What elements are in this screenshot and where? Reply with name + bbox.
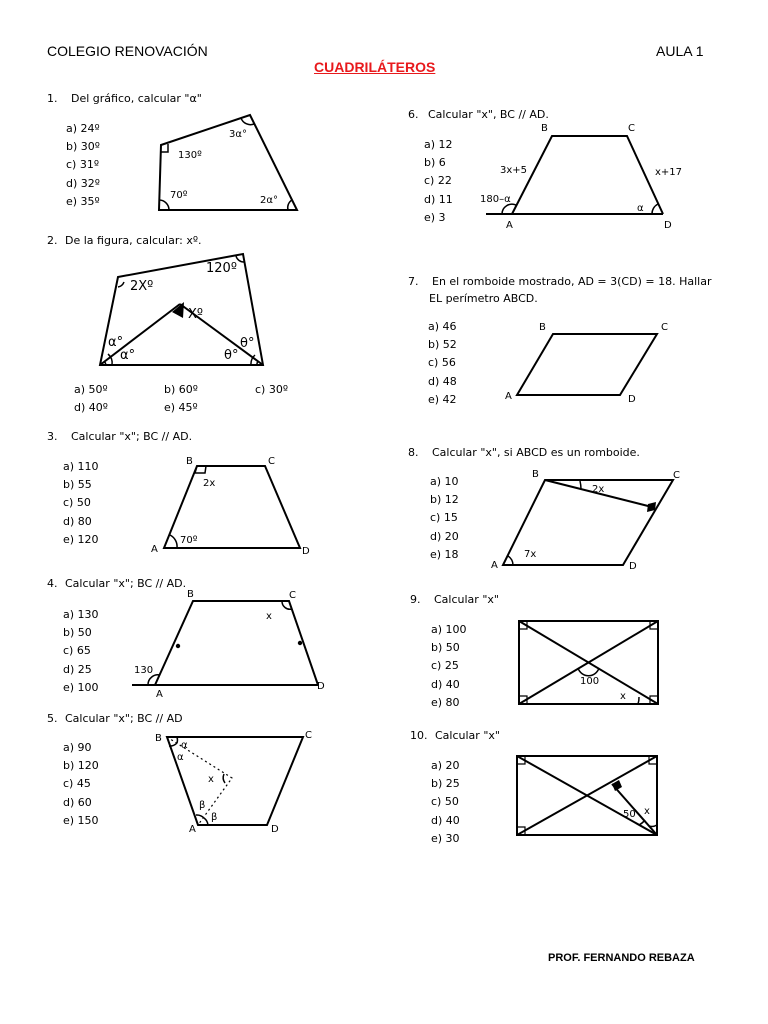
label-x: x [266, 611, 272, 622]
label-bottom-left: 70º [170, 190, 188, 201]
option: d) 25 [63, 662, 92, 676]
problem-number: 5. [47, 712, 58, 725]
label-D: D [628, 394, 636, 405]
option: e) 45º [164, 401, 198, 415]
label-120: 120º [206, 261, 237, 276]
label-A: A [189, 824, 196, 835]
label-B: B [541, 123, 548, 134]
label-A: A [151, 544, 158, 555]
label-2x: 2Xº [130, 279, 154, 294]
option: e) 80 [431, 695, 460, 709]
option: c) 56 [428, 356, 456, 370]
option: d) 20 [430, 529, 459, 543]
option: e) 120 [63, 532, 99, 546]
option: c) 15 [430, 511, 458, 525]
problem-statement: De la figura, calcular: xº. [65, 234, 202, 247]
label-2x: 2x [592, 484, 605, 495]
label-alpha: α [637, 203, 644, 214]
label-C: C [628, 123, 635, 134]
option: d) 40º [74, 401, 108, 415]
label-x: x [208, 774, 214, 785]
problem-statement: Calcular "x" [435, 729, 500, 742]
problem-statement: Calcular "x", BC // AD. [428, 108, 549, 121]
option: a) 10 [430, 475, 459, 488]
label-B: B [155, 733, 162, 744]
problem-statement: Calcular "x"; BC // AD. [65, 577, 187, 590]
label-C: C [673, 470, 680, 481]
label-theta-1: θ° [240, 336, 255, 351]
label-B: B [187, 589, 194, 600]
problem-statement: En el romboide mostrado, AD = 3(CD) = 18. Hallar [432, 275, 712, 288]
option: a) 130 [63, 608, 99, 621]
option: b) 6 [424, 156, 446, 170]
problem-statement: Calcular "x" [434, 593, 499, 606]
label-B: B [539, 322, 546, 333]
option: c) 50 [431, 795, 459, 809]
option: d) 40 [431, 677, 460, 691]
label-x: Xº [188, 307, 204, 322]
option: a) 90 [63, 741, 92, 754]
problem-number: 10. [410, 729, 428, 742]
classroom-label: AULA 1 [656, 43, 704, 59]
option: e) 100 [63, 680, 99, 694]
option: a) 20 [431, 759, 460, 772]
option: a) 100 [431, 623, 467, 636]
option: a) 12 [424, 138, 453, 151]
problem-statement: Del gráfico, calcular "α" [71, 92, 202, 105]
problem-number: 8. [408, 446, 419, 459]
problem-statement: Calcular "x"; BC // AD. [71, 430, 193, 443]
label-B: B [186, 456, 193, 467]
option: b) 120 [63, 759, 99, 773]
option: c) 30º [255, 383, 289, 396]
label-alpha-1: α° [108, 335, 124, 350]
problem-number: 1. [47, 92, 58, 105]
label-D: D [317, 681, 325, 692]
label-x: x [620, 691, 626, 702]
option: d) 60 [63, 795, 92, 809]
option: d) 80 [63, 514, 92, 528]
label-top: 3α° [229, 129, 247, 140]
label-7x: 7x [524, 549, 537, 560]
option: d) 32º [66, 176, 100, 190]
label-left-side: 3x+5 [500, 165, 528, 176]
label-130: 130 [134, 665, 154, 676]
problem-number: 7. [408, 275, 419, 288]
label-alpha-1: α [181, 740, 188, 751]
label-x: x [644, 806, 650, 817]
option: d) 11 [424, 192, 453, 206]
label-2x: 2x [203, 478, 216, 489]
author-credit: PROF. FERNANDO REBAZA [548, 952, 695, 964]
label-70: 70º [180, 535, 198, 546]
label-100: 100 [580, 676, 600, 687]
option: b) 52 [428, 338, 457, 352]
problem-number: 4. [47, 577, 58, 590]
option: a) 50º [74, 383, 108, 396]
option: e) 18 [430, 547, 459, 561]
label-D: D [664, 220, 672, 231]
option: e) 3 [424, 210, 446, 224]
option: e) 42 [428, 392, 457, 406]
option: e) 30 [431, 831, 460, 845]
option: e) 150 [63, 813, 99, 827]
angle-arc [639, 820, 645, 825]
option: a) 46 [428, 320, 457, 333]
option: b) 30º [66, 140, 100, 154]
problem-7-line2: EL perímetro ABCD. [429, 292, 538, 305]
option: c) 31º [66, 158, 100, 172]
label-alpha-2: α [177, 752, 184, 763]
option: b) 25 [431, 777, 460, 791]
option: d) 48 [428, 374, 457, 388]
problem-statement: Calcular "x"; BC // AD [65, 712, 183, 725]
label-A: A [506, 220, 513, 231]
problem-number: 6. [408, 108, 419, 121]
option: e) 35º [66, 194, 100, 208]
label-C: C [289, 590, 296, 601]
problem-number: 2. [47, 234, 58, 247]
option: b) 55 [63, 478, 92, 492]
option: a) 110 [63, 460, 99, 473]
option: b) 50 [63, 626, 92, 640]
label-C: C [268, 456, 275, 467]
option: c) 50 [63, 496, 91, 510]
option: b) 12 [430, 493, 459, 507]
label-A: A [491, 560, 498, 571]
option: b) 60º [164, 383, 198, 396]
option: d) 40 [431, 813, 460, 827]
label-alpha-2: α° [120, 348, 136, 363]
label-bottom-right: 2α° [260, 195, 278, 206]
problem-statement: Calcular "x", si ABCD es un romboide. [432, 446, 640, 459]
label-beta-1: β [199, 800, 206, 811]
label-C: C [661, 322, 668, 333]
label-exterior: 180–α [480, 194, 511, 205]
label-A: A [156, 689, 163, 700]
label-beta-2: β [211, 812, 218, 823]
angle-arc [649, 825, 657, 826]
option: c) 65 [63, 644, 91, 658]
label-50: 50 [623, 809, 636, 820]
option: c) 22 [424, 174, 452, 188]
label-D: D [302, 546, 310, 557]
problem-number: 9. [410, 593, 421, 606]
label-D: D [271, 824, 279, 835]
option: b) 50 [431, 641, 460, 655]
option: c) 25 [431, 659, 459, 673]
problem-number: 3. [47, 430, 58, 443]
page-title: CUADRILÁTEROS [314, 59, 436, 75]
label-left: 130º [178, 150, 202, 161]
label-A: A [505, 391, 512, 402]
label-right-side: x+17 [655, 167, 683, 178]
label-B: B [532, 469, 539, 480]
label-D: D [629, 561, 637, 572]
label-C: C [305, 730, 312, 741]
label-theta-2: θ° [224, 348, 239, 363]
option: a) 24º [66, 122, 100, 135]
option: c) 45 [63, 777, 91, 791]
school-name: COLEGIO RENOVACIÓN [47, 43, 208, 59]
